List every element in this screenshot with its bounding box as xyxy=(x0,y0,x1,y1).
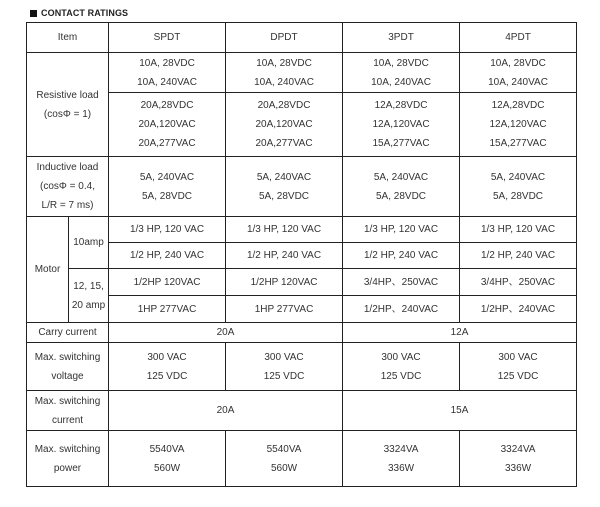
motor-dpdt-4: 1HP 277VAC xyxy=(226,296,343,323)
motor-row-1 xyxy=(27,217,577,243)
motor-dpdt-1: 1/3 HP, 120 VAC xyxy=(226,217,343,243)
motor-spdt-4: 1HP 277VAC xyxy=(109,296,226,323)
resistive-4pdt-1: 10A, 28VDC 10A, 240VAC xyxy=(460,53,577,93)
inductive-4pdt: 5A, 240VAC 5A, 28VDC xyxy=(460,157,577,217)
motor-4pdt-4: 1/2HP、240VAC xyxy=(460,296,577,323)
inductive-3pdt: 5A, 240VAC 5A, 28VDC xyxy=(343,157,460,217)
max-power-3pdt: 3324VA 336W xyxy=(343,431,460,487)
motor-dpdt-3: 1/2HP 120VAC xyxy=(226,269,343,296)
inductive-row xyxy=(27,157,577,217)
resistive-dpdt-2: 20A,28VDC 20A,120VAC 20A,277VAC xyxy=(226,93,343,157)
carry-current-label: Carry current xyxy=(27,323,109,343)
motor-row-3 xyxy=(27,269,577,296)
section-heading xyxy=(30,6,128,20)
max-power-spdt: 5540VA 560W xyxy=(109,431,226,487)
motor-label: Motor xyxy=(27,217,69,323)
resistive-3pdt-1: 10A, 28VDC 10A, 240VAC xyxy=(343,53,460,93)
max-power-dpdt: 5540VA 560W xyxy=(226,431,343,487)
max-power-4pdt: 3324VA 336W xyxy=(460,431,577,487)
header-dpdt: DPDT xyxy=(226,23,343,53)
resistive-dpdt-1: 10A, 28VDC 10A, 240VAC xyxy=(226,53,343,93)
inductive-dpdt: 5A, 240VAC 5A, 28VDC xyxy=(226,157,343,217)
motor-3pdt-1: 1/3 HP, 120 VAC xyxy=(343,217,460,243)
carry-current-3pdt-4pdt: 12A xyxy=(343,323,577,343)
motor-spdt-3: 1/2HP 120VAC xyxy=(109,269,226,296)
max-voltage-dpdt: 300 VAC 125 VDC xyxy=(226,343,343,391)
header-3pdt: 3PDT xyxy=(343,23,460,53)
max-voltage-spdt: 300 VAC 125 VDC xyxy=(109,343,226,391)
max-voltage-3pdt: 300 VAC 125 VDC xyxy=(343,343,460,391)
motor-4pdt-2: 1/2 HP, 240 VAC xyxy=(460,243,577,269)
motor-sub-10amp: 10amp xyxy=(69,217,109,269)
inductive-label: Inductive load (cosΦ = 0.4, L/R = 7 ms) xyxy=(27,157,109,217)
motor-3pdt-3: 3/4HP、250VAC xyxy=(343,269,460,296)
header-4pdt: 4PDT xyxy=(460,23,577,53)
motor-spdt-2: 1/2 HP, 240 VAC xyxy=(109,243,226,269)
header-item: Item xyxy=(27,23,109,53)
max-voltage-row xyxy=(27,343,577,391)
resistive-4pdt-2: 12A,28VDC 12A,120VAC 15A,277VAC xyxy=(460,93,577,157)
motor-dpdt-2: 1/2 HP, 240 VAC xyxy=(226,243,343,269)
header-spdt: SPDT xyxy=(109,23,226,53)
resistive-spdt-1: 10A, 28VDC 10A, 240VAC xyxy=(109,53,226,93)
motor-row-2 xyxy=(27,243,577,269)
carry-current-row xyxy=(27,323,577,343)
section-heading-text: CONTACT RATINGS xyxy=(41,8,129,18)
motor-spdt-1: 1/3 HP, 120 VAC xyxy=(109,217,226,243)
header-row xyxy=(27,23,577,53)
motor-row-4 xyxy=(27,296,577,323)
motor-4pdt-1: 1/3 HP, 120 VAC xyxy=(460,217,577,243)
resistive-row-2 xyxy=(27,93,577,157)
max-voltage-label: Max. switching voltage xyxy=(27,343,109,391)
contact-ratings-table xyxy=(26,22,577,487)
motor-3pdt-4: 1/2HP、240VAC xyxy=(343,296,460,323)
max-current-label: Max. switching current xyxy=(27,391,109,431)
inductive-spdt: 5A, 240VAC 5A, 28VDC xyxy=(109,157,226,217)
resistive-label: Resistive load (cosΦ = 1) xyxy=(27,53,109,157)
resistive-row-1 xyxy=(27,53,577,93)
motor-sub-12-20amp: 12, 15, 20 amp xyxy=(69,269,109,323)
bullet-square-icon xyxy=(30,10,37,17)
max-voltage-4pdt: 300 VAC 125 VDC xyxy=(460,343,577,391)
carry-current-spdt-dpdt: 20A xyxy=(109,323,343,343)
motor-4pdt-3: 3/4HP、250VAC xyxy=(460,269,577,296)
max-current-3pdt-4pdt: 15A xyxy=(343,391,577,431)
max-power-label: Max. switching power xyxy=(27,431,109,487)
max-power-row xyxy=(27,431,577,487)
resistive-spdt-2: 20A,28VDC 20A,120VAC 20A,277VAC xyxy=(109,93,226,157)
max-current-spdt-dpdt: 20A xyxy=(109,391,343,431)
max-current-row xyxy=(27,391,577,431)
motor-3pdt-2: 1/2 HP, 240 VAC xyxy=(343,243,460,269)
resistive-3pdt-2: 12A,28VDC 12A,120VAC 15A,277VAC xyxy=(343,93,460,157)
